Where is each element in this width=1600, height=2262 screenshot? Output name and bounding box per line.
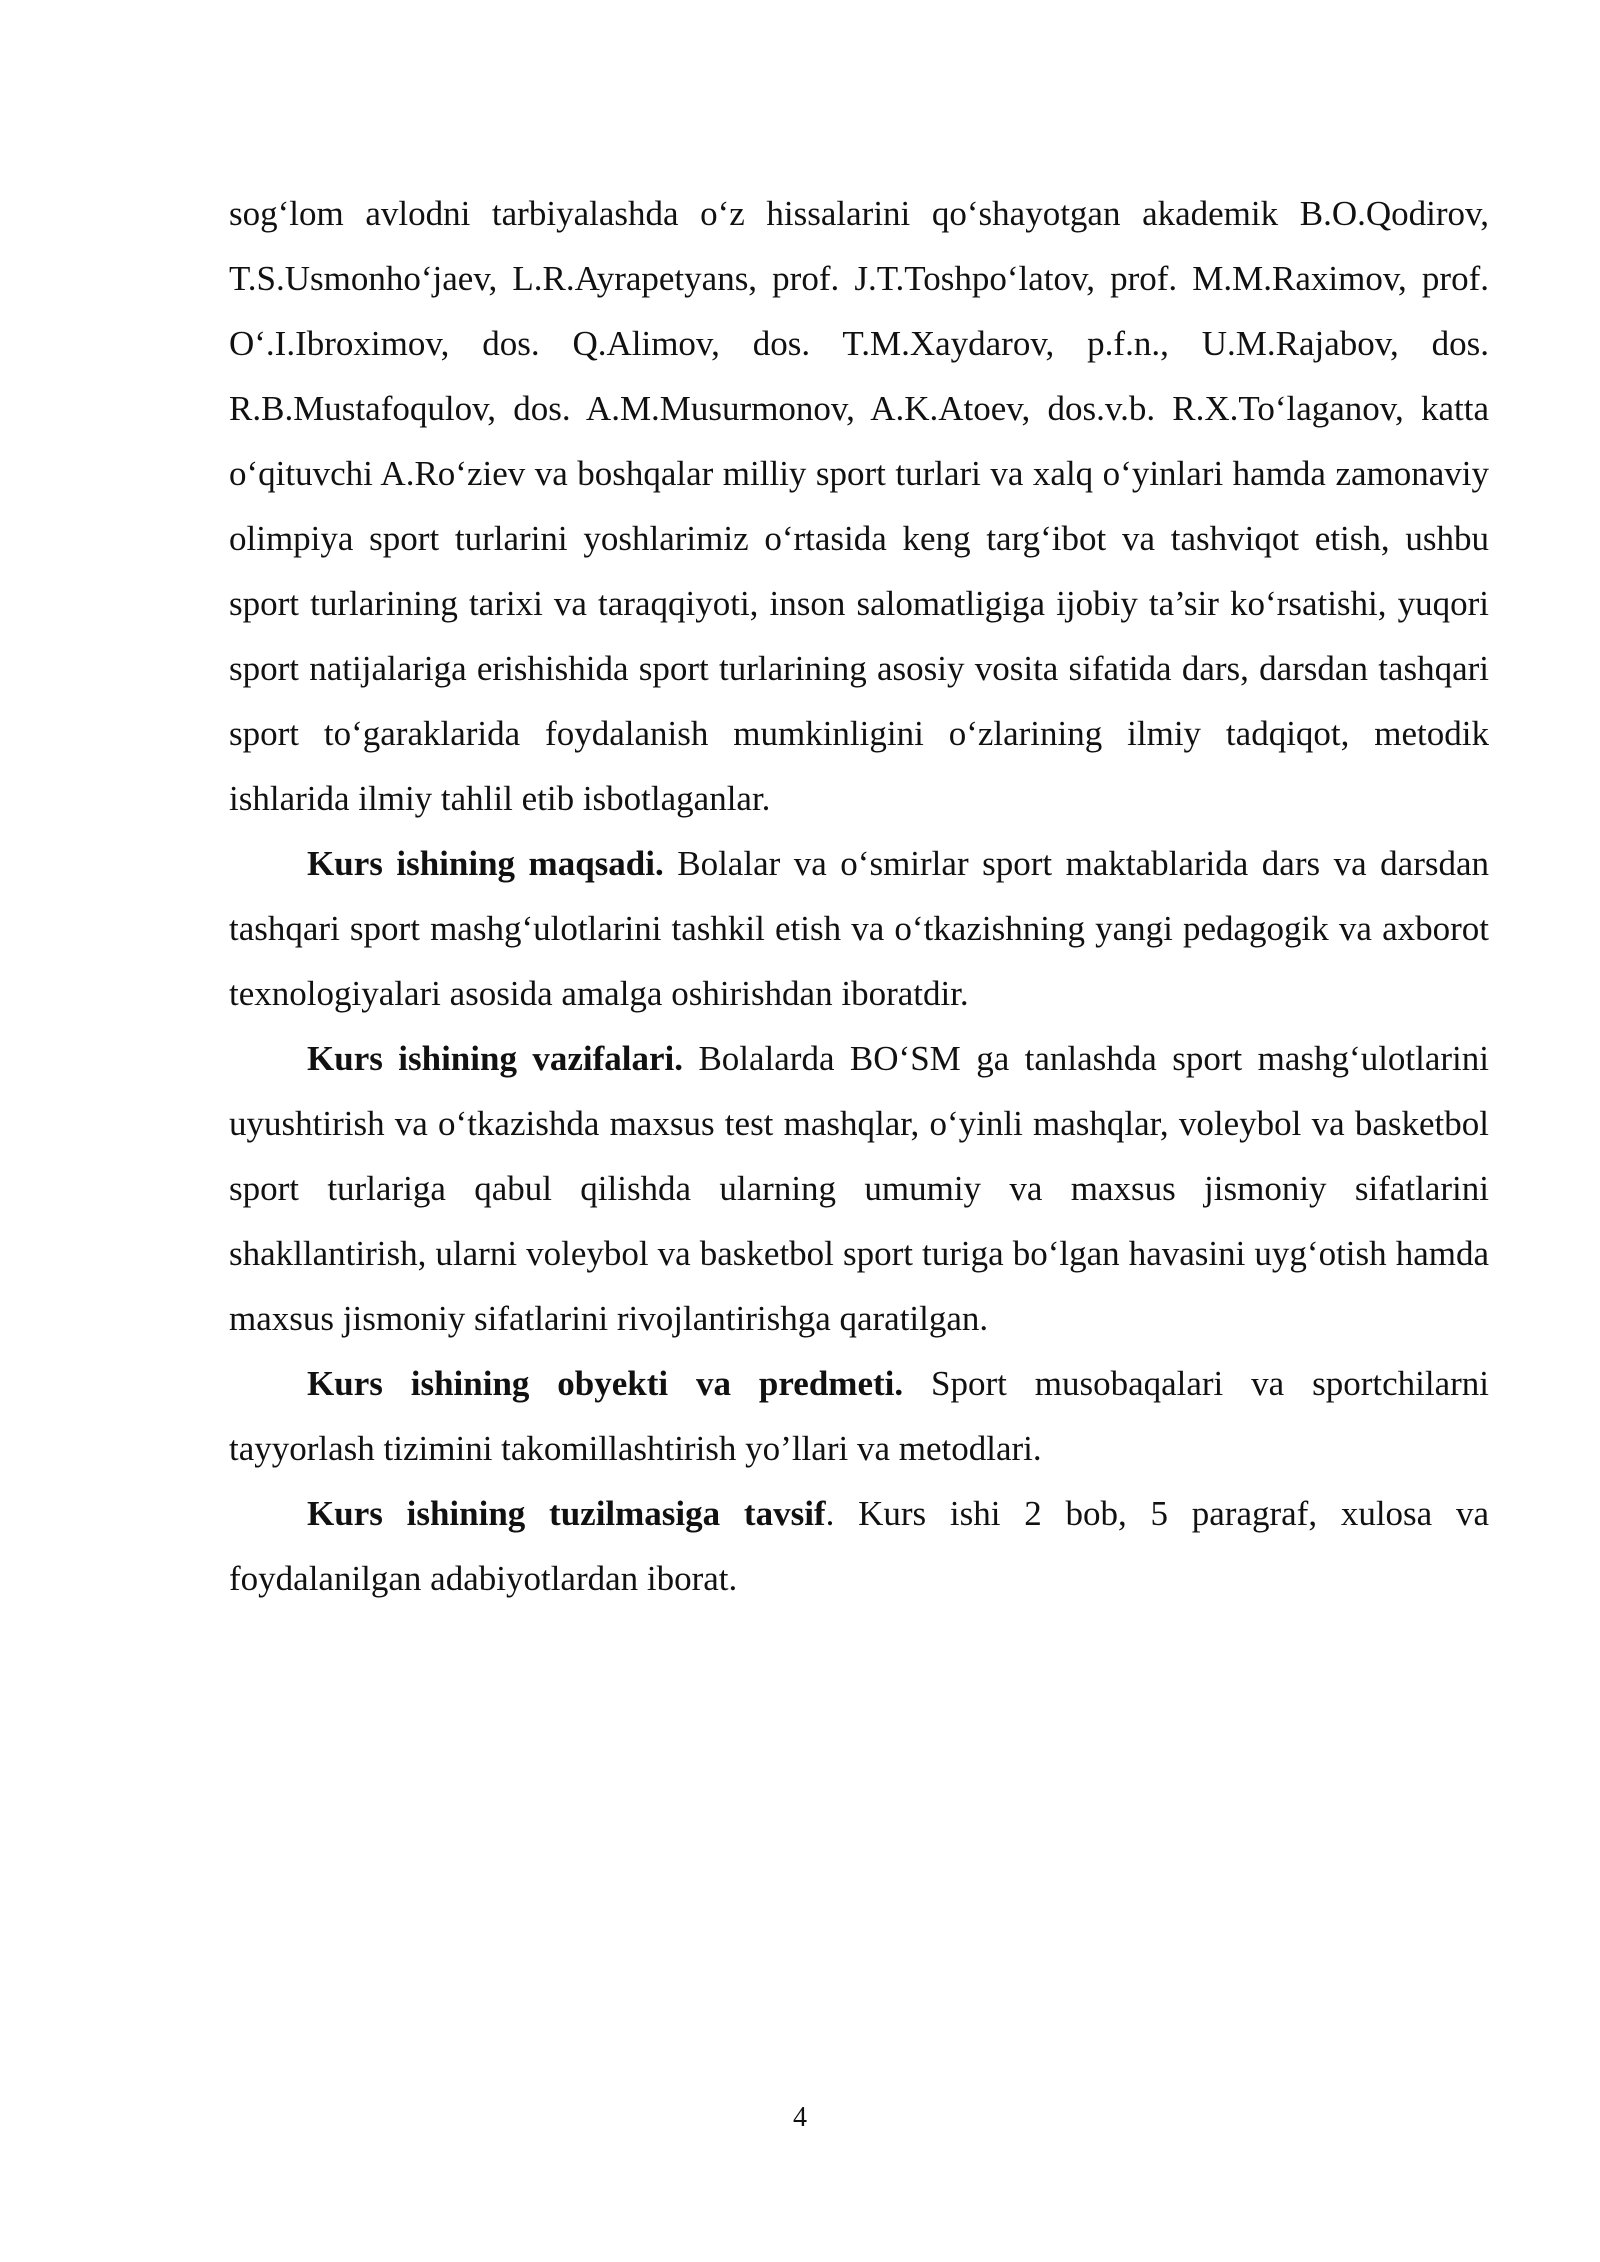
paragraph-text: . Kurs ishi 2 bob, 5 paragraf, xulosa va foydalanilgan adabiyotlardan iborat. (229, 1494, 1490, 1598)
paragraph-text: Bolalar va o‘smirlar sport maktablarida dars va darsdan tashqari sport mashg‘ulotlarini tashkil etish va o‘tkazishning yangi pedagogik va axborot texnologiyalari asosida amalga oshirishdan iboratdir. (229, 844, 1489, 1013)
paragraph-text: Bolalarda BO‘SM ga tanlashda sport mashg‘ulotlarini uyushtirish va o‘tkazishda maxsus test mashqlar, o‘yinli mashqlar, voleybol va basketbol sport turlariga qabul qilishda ularning umumiy va maxsus jismoniy sifatlarini shakllantirish, ularni voleybol va basketbol sport turiga bo‘lgan havasini uyg‘otish hamda maxsus jismoniy sifatlarini rivojlantirishga qaratilgan. (229, 1039, 1490, 1338)
paragraph-tasks (229, 1026, 1489, 1351)
paragraph-heading: Kurs ishining tuzilmasiga tavsif (307, 1494, 826, 1533)
paragraph-text: sog‘lom avlodni tarbiyalashda o‘z hissalarini qo‘shayotgan akademik B.O.Qodirov, T.S.Usmonho‘jaev, L.R.Ayrapetyans, prof. J.T.Toshpo‘latov, prof. M.M.Raximov, prof. O‘.I.Ibroximov, dos. Q.Alimov, dos. T.M.Xaydarov, p.f.n., U.M.Rajabov, dos. R.B.Mustafoqulov, dos. A.M.Musurmonov, A.K.Atoev, dos.v.b. R.X.To‘laganov, katta o‘qituvchi A.Ro‘ziev va boshqalar milliy sport turlari va xalq o‘yinlari hamda zamonaviy olimpiya sport turlarini yoshlarimiz o‘rtasida keng targ‘ibot va tashviqot etish, ushbu sport turlarining tarixi va taraqqiyoti, inson salomatligiga ijobiy ta’sir ko‘rsatishi, yuqori sport natijalariga erishishida sport turlarining asosiy vosita sifatida dars, darsdan tashqari sport to‘garaklarida foydalanish mumkinligini o‘zlarining ilmiy tadqiqot, metodik ishlarida ilmiy tahlil etib isbotlaganlar. (229, 194, 1489, 818)
paragraph-heading: Kurs ishining obyekti va predmeti. (307, 1364, 904, 1403)
paragraph-object (229, 1351, 1489, 1481)
body-text (229, 181, 1489, 1611)
paragraph-heading: Kurs ishining vazifalari. (307, 1039, 684, 1078)
page-number: 4 (793, 2102, 807, 2133)
paragraph-structure (229, 1481, 1489, 1611)
paragraph-text: Sport musobaqalari va sportchilarni tayyorlash tizimini takomillashtirish yo’llari va metodlari. (229, 1364, 1489, 1468)
paragraph-heading: Kurs ishining maqsadi. (307, 844, 664, 883)
paragraph-goal (229, 831, 1489, 1026)
paragraph-intro (229, 181, 1489, 831)
